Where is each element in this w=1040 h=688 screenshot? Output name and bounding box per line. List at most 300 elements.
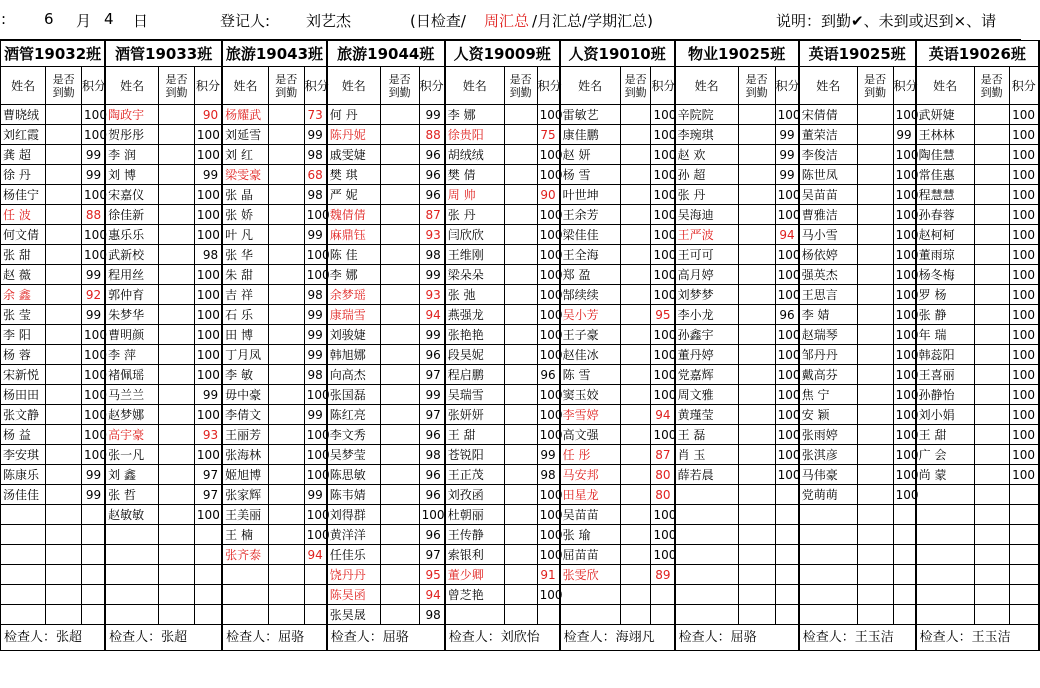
attendance-cell[interactable] [738, 105, 775, 125]
attendance-cell[interactable] [974, 225, 1009, 245]
score-cell[interactable]: 100 [1009, 345, 1039, 365]
student-name[interactable]: 龚 超 [1, 145, 46, 165]
score-cell[interactable]: 87 [419, 205, 445, 225]
score-cell[interactable]: 99 [82, 485, 106, 505]
student-name[interactable]: 严 妮 [327, 185, 380, 205]
score-cell[interactable]: 100 [893, 205, 916, 225]
student-name[interactable]: 田 博 [222, 325, 268, 345]
attendance-cell[interactable] [159, 145, 195, 165]
attendance-cell[interactable] [268, 505, 304, 525]
score-cell[interactable]: 100 [194, 345, 222, 365]
attendance-cell[interactable] [504, 525, 537, 545]
empty-cell[interactable] [916, 545, 974, 565]
student-name[interactable]: 薛若晨 [675, 465, 739, 485]
score-cell[interactable]: 99 [82, 165, 106, 185]
attendance-cell[interactable] [380, 605, 419, 625]
attendance-cell[interactable] [857, 205, 893, 225]
empty-cell[interactable] [775, 565, 799, 585]
student-name[interactable]: 李俊洁 [799, 145, 857, 165]
score-cell[interactable]: 99 [775, 145, 799, 165]
student-name[interactable]: 吴苗苗 [560, 505, 621, 525]
score-cell[interactable]: 100 [1009, 305, 1039, 325]
student-name[interactable]: 党嘉辉 [675, 365, 739, 385]
student-name[interactable]: 梁佳佳 [560, 225, 621, 245]
student-name[interactable]: 王 甜 [916, 425, 974, 445]
score-cell[interactable]: 100 [893, 465, 916, 485]
score-cell[interactable]: 68 [304, 165, 327, 185]
student-name[interactable]: 刘孜函 [445, 485, 505, 505]
score-cell[interactable]: 98 [304, 285, 327, 305]
attendance-cell[interactable] [620, 265, 651, 285]
attendance-cell[interactable] [974, 185, 1009, 205]
student-name[interactable]: 杨 蓉 [1, 345, 46, 365]
student-name[interactable]: 张 晶 [222, 185, 268, 205]
empty-cell[interactable] [974, 525, 1009, 545]
empty-cell[interactable] [675, 545, 739, 565]
attendance-cell[interactable] [46, 305, 82, 325]
score-cell[interactable]: 100 [893, 425, 916, 445]
empty-cell[interactable] [675, 585, 739, 605]
score-cell[interactable]: 100 [651, 505, 675, 525]
score-cell[interactable]: 100 [82, 345, 106, 365]
attendance-cell[interactable] [504, 205, 537, 225]
score-cell[interactable]: 100 [893, 365, 916, 385]
score-cell[interactable]: 100 [1009, 445, 1039, 465]
attendance-cell[interactable] [268, 245, 304, 265]
score-cell[interactable]: 99 [82, 145, 106, 165]
empty-cell[interactable] [675, 565, 739, 585]
student-name[interactable]: 朱梦华 [105, 305, 158, 325]
attendance-cell[interactable] [46, 265, 82, 285]
empty-cell[interactable] [268, 565, 304, 585]
empty-cell[interactable] [159, 545, 195, 565]
empty-cell[interactable] [893, 505, 916, 525]
attendance-cell[interactable] [857, 365, 893, 385]
student-name[interactable]: 任 彤 [560, 445, 621, 465]
attendance-cell[interactable] [857, 385, 893, 405]
score-cell[interactable]: 100 [194, 325, 222, 345]
student-name[interactable]: 曹晓绒 [1, 105, 46, 125]
student-name[interactable]: 吴瑞雪 [445, 385, 505, 405]
attendance-cell[interactable] [620, 365, 651, 385]
score-cell[interactable]: 96 [419, 485, 445, 505]
score-cell[interactable]: 100 [775, 345, 799, 365]
score-cell[interactable]: 100 [304, 525, 327, 545]
attendance-cell[interactable] [620, 525, 651, 545]
score-cell[interactable]: 100 [1009, 245, 1039, 265]
student-name[interactable]: 李 萍 [105, 345, 158, 365]
student-name[interactable]: 任佳乐 [327, 545, 380, 565]
attendance-cell[interactable] [159, 505, 195, 525]
student-name[interactable]: 张艳艳 [445, 325, 505, 345]
empty-cell[interactable] [268, 585, 304, 605]
student-name[interactable]: 麻鼎钰 [327, 225, 380, 245]
attendance-cell[interactable] [159, 345, 195, 365]
empty-cell[interactable] [1009, 585, 1039, 605]
empty-cell[interactable] [560, 585, 621, 605]
score-cell[interactable]: 98 [304, 365, 327, 385]
empty-cell[interactable] [857, 545, 893, 565]
empty-cell[interactable] [775, 505, 799, 525]
score-cell[interactable]: 100 [194, 145, 222, 165]
attendance-cell[interactable] [268, 465, 304, 485]
attendance-cell[interactable] [738, 345, 775, 365]
attendance-cell[interactable] [46, 485, 82, 505]
score-cell[interactable]: 95 [651, 305, 675, 325]
student-name[interactable]: 曹雅洁 [799, 205, 857, 225]
empty-cell[interactable] [916, 505, 974, 525]
score-cell[interactable]: 100 [1009, 205, 1039, 225]
attendance-cell[interactable] [504, 285, 537, 305]
attendance-cell[interactable] [857, 405, 893, 425]
empty-cell[interactable] [1, 585, 46, 605]
score-cell[interactable]: 100 [82, 105, 106, 125]
attendance-cell[interactable] [974, 305, 1009, 325]
checker-signature[interactable]: 检查人：张超 [1, 625, 106, 651]
score-cell[interactable]: 93 [194, 425, 222, 445]
student-name[interactable]: 李小龙 [675, 305, 739, 325]
empty-cell[interactable] [1, 545, 46, 565]
score-cell[interactable]: 95 [419, 565, 445, 585]
student-name[interactable]: 邹丹丹 [799, 345, 857, 365]
score-cell[interactable]: 93 [419, 225, 445, 245]
student-name[interactable]: 周文雅 [675, 385, 739, 405]
attendance-cell[interactable] [268, 265, 304, 285]
checker-signature[interactable]: 检查人：屈骆 [222, 625, 327, 651]
student-name[interactable]: 杨 雪 [560, 165, 621, 185]
attendance-cell[interactable] [974, 145, 1009, 165]
student-name[interactable]: 李倩文 [222, 405, 268, 425]
score-cell[interactable]: 100 [304, 265, 327, 285]
empty-cell[interactable] [537, 605, 560, 625]
empty-cell[interactable] [159, 565, 195, 585]
empty-cell[interactable] [82, 505, 106, 525]
score-cell[interactable]: 100 [651, 345, 675, 365]
attendance-cell[interactable] [504, 485, 537, 505]
student-name[interactable]: 高文强 [560, 425, 621, 445]
empty-cell[interactable] [857, 565, 893, 585]
attendance-cell[interactable] [504, 465, 537, 485]
score-cell[interactable]: 96 [419, 145, 445, 165]
student-name[interactable]: 王可可 [675, 245, 739, 265]
attendance-cell[interactable] [857, 465, 893, 485]
score-cell[interactable]: 87 [651, 445, 675, 465]
attendance-cell[interactable] [857, 305, 893, 325]
empty-cell[interactable] [651, 585, 675, 605]
attendance-cell[interactable] [159, 125, 195, 145]
student-name[interactable]: 宋新悦 [1, 365, 46, 385]
empty-cell[interactable] [1, 565, 46, 585]
empty-cell[interactable] [916, 565, 974, 585]
attendance-cell[interactable] [504, 165, 537, 185]
student-name[interactable]: 武新校 [105, 245, 158, 265]
score-cell[interactable]: 100 [82, 325, 106, 345]
student-name[interactable]: 杨依婷 [799, 245, 857, 265]
student-name[interactable]: 吴海迪 [675, 205, 739, 225]
student-name[interactable]: 武妍婕 [916, 105, 974, 125]
attendance-cell[interactable] [857, 145, 893, 165]
student-name[interactable]: 李安琪 [1, 445, 46, 465]
attendance-cell[interactable] [46, 285, 82, 305]
student-name[interactable]: 樊 倩 [445, 165, 505, 185]
student-name[interactable]: 刘得群 [327, 505, 380, 525]
attendance-cell[interactable] [504, 445, 537, 465]
score-cell[interactable]: 99 [419, 325, 445, 345]
attendance-cell[interactable] [504, 125, 537, 145]
student-name[interactable]: 丁月凤 [222, 345, 268, 365]
empty-cell[interactable] [46, 585, 82, 605]
attendance-cell[interactable] [268, 225, 304, 245]
score-cell[interactable]: 94 [775, 225, 799, 245]
attendance-cell[interactable] [46, 405, 82, 425]
score-cell[interactable]: 100 [775, 405, 799, 425]
student-name[interactable]: 杨冬梅 [916, 265, 974, 285]
attendance-cell[interactable] [857, 345, 893, 365]
score-cell[interactable]: 100 [893, 485, 916, 505]
score-cell[interactable]: 100 [651, 245, 675, 265]
attendance-cell[interactable] [268, 305, 304, 325]
score-cell[interactable]: 100 [893, 325, 916, 345]
student-name[interactable]: 郑 盈 [560, 265, 621, 285]
score-cell[interactable]: 100 [775, 325, 799, 345]
attendance-cell[interactable] [504, 365, 537, 385]
attendance-cell[interactable] [620, 225, 651, 245]
score-cell[interactable]: 94 [419, 305, 445, 325]
attendance-cell[interactable] [46, 165, 82, 185]
student-name[interactable]: 刘红霞 [1, 125, 46, 145]
attendance-cell[interactable] [46, 445, 82, 465]
attendance-cell[interactable] [974, 385, 1009, 405]
student-name[interactable]: 杨田田 [1, 385, 46, 405]
empty-cell[interactable] [974, 605, 1009, 625]
attendance-cell[interactable] [974, 405, 1009, 425]
attendance-cell[interactable] [46, 105, 82, 125]
student-name[interactable]: 曹明颜 [105, 325, 158, 345]
empty-cell[interactable] [799, 565, 857, 585]
attendance-cell[interactable] [159, 485, 195, 505]
score-cell[interactable]: 100 [82, 185, 106, 205]
attendance-cell[interactable] [974, 165, 1009, 185]
attendance-cell[interactable] [159, 165, 195, 185]
score-cell[interactable]: 100 [651, 125, 675, 145]
score-cell[interactable]: 100 [775, 425, 799, 445]
student-name[interactable]: 汤佳佳 [1, 485, 46, 505]
attendance-cell[interactable] [504, 105, 537, 125]
score-cell[interactable]: 73 [304, 105, 327, 125]
score-cell[interactable]: 100 [893, 345, 916, 365]
empty-cell[interactable] [738, 485, 775, 505]
student-name[interactable]: 康瑞雪 [327, 305, 380, 325]
empty-cell[interactable] [675, 505, 739, 525]
score-cell[interactable]: 100 [82, 245, 106, 265]
student-name[interactable]: 陈思敏 [327, 465, 380, 485]
score-cell[interactable]: 100 [893, 185, 916, 205]
score-cell[interactable]: 100 [82, 385, 106, 405]
score-cell[interactable]: 80 [651, 485, 675, 505]
attendance-cell[interactable] [738, 405, 775, 425]
score-cell[interactable]: 92 [82, 285, 106, 305]
attendance-cell[interactable] [738, 225, 775, 245]
score-cell[interactable]: 100 [1009, 145, 1039, 165]
student-name[interactable]: 程启鹏 [445, 365, 505, 385]
score-cell[interactable]: 99 [194, 385, 222, 405]
attendance-cell[interactable] [268, 405, 304, 425]
empty-cell[interactable] [675, 485, 739, 505]
empty-cell[interactable] [304, 605, 327, 625]
empty-cell[interactable] [46, 565, 82, 585]
student-name[interactable]: 赵 妍 [560, 145, 621, 165]
student-name[interactable]: 刘延雪 [222, 125, 268, 145]
student-name[interactable]: 安 颖 [799, 405, 857, 425]
student-name[interactable]: 马安邦 [560, 465, 621, 485]
student-name[interactable]: 吉 祥 [222, 285, 268, 305]
student-name[interactable]: 张 甜 [1, 245, 46, 265]
score-cell[interactable]: 100 [651, 265, 675, 285]
empty-cell[interactable] [738, 525, 775, 545]
score-cell[interactable]: 100 [194, 445, 222, 465]
attendance-cell[interactable] [857, 165, 893, 185]
score-cell[interactable]: 100 [1009, 225, 1039, 245]
score-cell[interactable]: 98 [304, 185, 327, 205]
empty-cell[interactable] [916, 525, 974, 545]
student-name[interactable]: 董荣洁 [799, 125, 857, 145]
student-name[interactable]: 张雯欣 [560, 565, 621, 585]
student-name[interactable]: 杨佳宁 [1, 185, 46, 205]
student-name[interactable]: 赵佳冰 [560, 345, 621, 365]
empty-cell[interactable] [1009, 565, 1039, 585]
student-name[interactable]: 王传静 [445, 525, 505, 545]
student-name[interactable]: 窦玉姣 [560, 385, 621, 405]
score-cell[interactable]: 100 [651, 425, 675, 445]
attendance-cell[interactable] [268, 525, 304, 545]
attendance-cell[interactable] [738, 265, 775, 285]
score-cell[interactable]: 91 [537, 565, 560, 585]
attendance-cell[interactable] [620, 345, 651, 365]
attendance-cell[interactable] [738, 245, 775, 265]
score-cell[interactable]: 100 [893, 145, 916, 165]
score-cell[interactable]: 100 [194, 265, 222, 285]
empty-cell[interactable] [268, 605, 304, 625]
student-name[interactable]: 尚 蒙 [916, 465, 974, 485]
score-cell[interactable]: 100 [775, 265, 799, 285]
student-name[interactable]: 张 哲 [105, 485, 158, 505]
score-cell[interactable]: 100 [893, 105, 916, 125]
empty-cell[interactable] [799, 545, 857, 565]
attendance-cell[interactable] [380, 385, 419, 405]
student-name[interactable]: 王林林 [916, 125, 974, 145]
student-name[interactable]: 赵敏敏 [105, 505, 158, 525]
empty-cell[interactable] [82, 565, 106, 585]
score-cell[interactable]: 100 [304, 505, 327, 525]
score-cell[interactable]: 97 [194, 465, 222, 485]
score-cell[interactable]: 100 [651, 165, 675, 185]
score-cell[interactable]: 99 [304, 485, 327, 505]
student-name[interactable]: 焦 宁 [799, 385, 857, 405]
checker-signature[interactable]: 检查人：王玉洁 [799, 625, 916, 651]
attendance-cell[interactable] [857, 245, 893, 265]
student-name[interactable]: 高月婷 [675, 265, 739, 285]
student-name[interactable]: 王美丽 [222, 505, 268, 525]
score-cell[interactable]: 100 [537, 325, 560, 345]
score-cell[interactable]: 90 [194, 105, 222, 125]
score-cell[interactable]: 96 [419, 165, 445, 185]
score-cell[interactable]: 100 [1009, 265, 1039, 285]
student-name[interactable]: 魏倩倩 [327, 205, 380, 225]
student-name[interactable]: 周 帅 [445, 185, 505, 205]
attendance-cell[interactable] [504, 325, 537, 345]
student-name[interactable]: 陶佳慧 [916, 145, 974, 165]
empty-cell[interactable] [738, 605, 775, 625]
student-name[interactable]: 陈丹妮 [327, 125, 380, 145]
score-cell[interactable]: 99 [304, 345, 327, 365]
student-name[interactable]: 何 丹 [327, 105, 380, 125]
empty-cell[interactable] [916, 485, 974, 505]
student-name[interactable]: 王子豪 [560, 325, 621, 345]
score-cell[interactable]: 99 [82, 465, 106, 485]
attendance-cell[interactable] [857, 445, 893, 465]
student-name[interactable]: 任 波 [1, 205, 46, 225]
empty-cell[interactable] [893, 525, 916, 545]
score-cell[interactable]: 100 [1009, 185, 1039, 205]
empty-cell[interactable] [775, 525, 799, 545]
score-cell[interactable]: 96 [775, 305, 799, 325]
score-cell[interactable]: 100 [82, 405, 106, 425]
attendance-cell[interactable] [268, 485, 304, 505]
score-cell[interactable]: 100 [893, 385, 916, 405]
student-name[interactable]: 郭仲育 [105, 285, 158, 305]
attendance-cell[interactable] [380, 205, 419, 225]
score-cell[interactable]: 93 [419, 285, 445, 305]
student-name[interactable]: 徐 丹 [1, 165, 46, 185]
attendance-cell[interactable] [46, 325, 82, 345]
student-name[interactable]: 樊 琪 [327, 165, 380, 185]
attendance-cell[interactable] [504, 345, 537, 365]
score-cell[interactable]: 100 [537, 525, 560, 545]
attendance-cell[interactable] [268, 105, 304, 125]
student-name[interactable]: 程慧慧 [916, 185, 974, 205]
attendance-cell[interactable] [159, 105, 195, 125]
student-name[interactable]: 赵瑞琴 [799, 325, 857, 345]
score-cell[interactable]: 100 [537, 285, 560, 305]
student-name[interactable]: 张齐泰 [222, 545, 268, 565]
score-cell[interactable]: 100 [419, 505, 445, 525]
score-cell[interactable]: 100 [775, 105, 799, 125]
attendance-cell[interactable] [620, 145, 651, 165]
empty-cell[interactable] [105, 605, 158, 625]
empty-cell[interactable] [105, 585, 158, 605]
student-name[interactable]: 王 楠 [222, 525, 268, 545]
score-cell[interactable]: 100 [775, 465, 799, 485]
attendance-cell[interactable] [620, 385, 651, 405]
empty-cell[interactable] [194, 585, 222, 605]
attendance-cell[interactable] [268, 145, 304, 165]
student-name[interactable]: 李 娜 [327, 265, 380, 285]
student-name[interactable]: 褚佩瑶 [105, 365, 158, 385]
empty-cell[interactable] [974, 545, 1009, 565]
empty-cell[interactable] [1009, 485, 1039, 505]
student-name[interactable]: 陈世凤 [799, 165, 857, 185]
score-cell[interactable]: 100 [194, 305, 222, 325]
attendance-cell[interactable] [620, 505, 651, 525]
empty-cell[interactable] [105, 565, 158, 585]
student-name[interactable]: 党萌萌 [799, 485, 857, 505]
score-cell[interactable]: 100 [1009, 425, 1039, 445]
student-name[interactable]: 姬旭博 [222, 465, 268, 485]
student-name[interactable]: 刘小娟 [916, 405, 974, 425]
attendance-cell[interactable] [380, 265, 419, 285]
score-cell[interactable]: 97 [419, 365, 445, 385]
empty-cell[interactable] [194, 565, 222, 585]
